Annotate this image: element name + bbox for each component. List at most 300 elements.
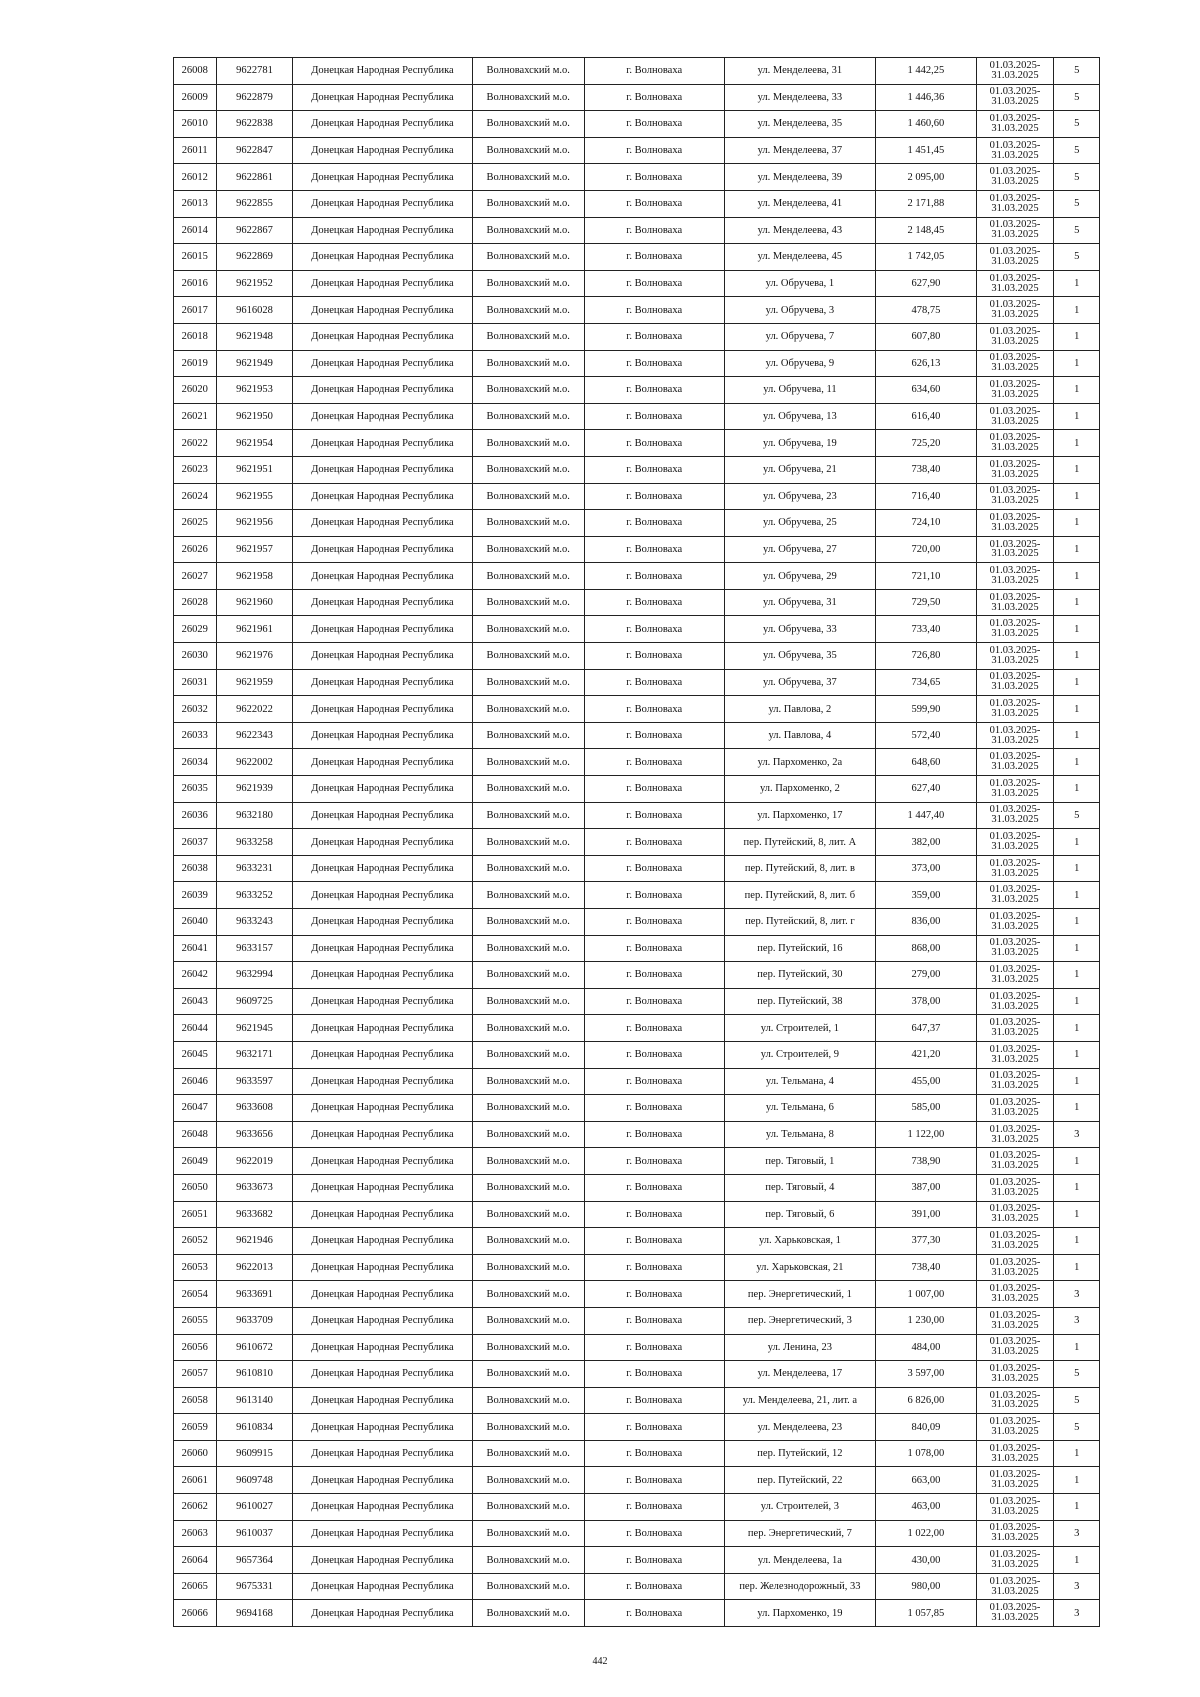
cell-period bbox=[976, 1281, 1054, 1308]
cell-category: 1 bbox=[1054, 1334, 1100, 1361]
cell-address: ул. Тельмана, 6 bbox=[724, 1095, 876, 1122]
period-start: 01.03.2025- bbox=[989, 1362, 1041, 1374]
period-start: 01.03.2025- bbox=[989, 804, 1041, 816]
cell-period bbox=[976, 962, 1054, 989]
cell-period bbox=[976, 882, 1054, 909]
table-row bbox=[174, 722, 1100, 749]
cell-row-number: 26063 bbox=[174, 1520, 217, 1547]
cell-value: 634,60 bbox=[876, 377, 976, 404]
cell-cadastral-id: 9633258 bbox=[216, 829, 293, 856]
cell-row-number: 26032 bbox=[174, 696, 217, 723]
cell-address: ул. Харьковская, 21 bbox=[724, 1254, 876, 1281]
cell-address: пер. Путейский, 8, лит. б bbox=[724, 882, 876, 909]
cell-row-number: 26021 bbox=[174, 403, 217, 430]
cell-address: ул. Обручева, 1 bbox=[724, 270, 876, 297]
period-start: 01.03.2025- bbox=[989, 1017, 1041, 1029]
cell-address: пер. Путейский, 16 bbox=[724, 935, 876, 962]
cell-cadastral-id: 9632171 bbox=[216, 1041, 293, 1068]
cell-address: пер. Энергетический, 3 bbox=[724, 1307, 876, 1334]
table-row bbox=[174, 430, 1100, 457]
cell-district: Волновахский м.о. bbox=[472, 430, 584, 457]
cell-category: 1 bbox=[1054, 297, 1100, 324]
cell-value: 663,00 bbox=[876, 1467, 976, 1494]
table-row bbox=[174, 297, 1100, 324]
cell-value: 729,50 bbox=[876, 589, 976, 616]
table-row bbox=[174, 1467, 1100, 1494]
cell-city: г. Волноваха bbox=[584, 111, 724, 138]
cell-region: Донецкая Народная Республика bbox=[293, 430, 472, 457]
cell-category: 1 bbox=[1054, 882, 1100, 909]
cell-period bbox=[976, 776, 1054, 803]
cell-city: г. Волноваха bbox=[584, 589, 724, 616]
cell-address: пер. Путейский, 12 bbox=[724, 1440, 876, 1467]
cell-row-number: 26046 bbox=[174, 1068, 217, 1095]
cell-region: Донецкая Народная Республика bbox=[293, 935, 472, 962]
cell-cadastral-id: 9610037 bbox=[216, 1520, 293, 1547]
table-row bbox=[174, 988, 1100, 1015]
cell-cadastral-id: 9633597 bbox=[216, 1068, 293, 1095]
cell-value: 1 122,00 bbox=[876, 1121, 976, 1148]
cell-district: Волновахский м.о. bbox=[472, 1095, 584, 1122]
cell-city: г. Волноваха bbox=[584, 749, 724, 776]
cell-row-number: 26055 bbox=[174, 1307, 217, 1334]
cell-region: Донецкая Народная Республика bbox=[293, 1520, 472, 1547]
cell-value: 6 826,00 bbox=[876, 1387, 976, 1414]
cell-row-number: 26066 bbox=[174, 1600, 217, 1627]
period-start: 01.03.2025- bbox=[989, 724, 1041, 736]
cell-region: Донецкая Народная Республика bbox=[293, 536, 472, 563]
cell-district: Волновахский м.о. bbox=[472, 749, 584, 776]
table-row bbox=[174, 1095, 1100, 1122]
cell-category: 1 bbox=[1054, 776, 1100, 803]
period-end: 31.03.2025 bbox=[991, 69, 1039, 81]
cell-city: г. Волноваха bbox=[584, 1520, 724, 1547]
period-end: 31.03.2025 bbox=[991, 1346, 1039, 1358]
period-start: 01.03.2025- bbox=[989, 485, 1041, 497]
cell-city: г. Волноваха bbox=[584, 483, 724, 510]
cell-row-number: 26011 bbox=[174, 137, 217, 164]
cell-value: 721,10 bbox=[876, 563, 976, 590]
cell-category: 5 bbox=[1054, 802, 1100, 829]
period-end: 31.03.2025 bbox=[991, 282, 1039, 294]
cell-region: Донецкая Народная Республика bbox=[293, 510, 472, 537]
cell-address: ул. Обручева, 3 bbox=[724, 297, 876, 324]
cell-address: ул. Обручева, 23 bbox=[724, 483, 876, 510]
cell-address: пер. Тяговый, 6 bbox=[724, 1201, 876, 1228]
cell-value: 1 460,60 bbox=[876, 111, 976, 138]
cell-cadastral-id: 9609748 bbox=[216, 1467, 293, 1494]
cell-value: 430,00 bbox=[876, 1547, 976, 1574]
cell-city: г. Волноваха bbox=[584, 962, 724, 989]
period-start: 01.03.2025- bbox=[989, 538, 1041, 550]
cell-value: 868,00 bbox=[876, 935, 976, 962]
period-start: 01.03.2025- bbox=[989, 139, 1041, 151]
cell-district: Волновахский м.о. bbox=[472, 1174, 584, 1201]
cell-period bbox=[976, 1467, 1054, 1494]
cell-category: 1 bbox=[1054, 1494, 1100, 1521]
cell-address: ул. Менделеева, 1а bbox=[724, 1547, 876, 1574]
period-end: 31.03.2025 bbox=[991, 521, 1039, 533]
cell-value: 647,37 bbox=[876, 1015, 976, 1042]
cell-row-number: 26043 bbox=[174, 988, 217, 1015]
period-start: 01.03.2025- bbox=[989, 511, 1041, 523]
cell-category: 1 bbox=[1054, 643, 1100, 670]
cell-period bbox=[976, 1307, 1054, 1334]
cell-district: Волновахский м.о. bbox=[472, 1573, 584, 1600]
cell-city: г. Волноваха bbox=[584, 643, 724, 670]
cell-district: Волновахский м.о. bbox=[472, 1334, 584, 1361]
cell-address: ул. Обручева, 29 bbox=[724, 563, 876, 590]
cell-value: 616,40 bbox=[876, 403, 976, 430]
cell-region: Донецкая Народная Республика bbox=[293, 137, 472, 164]
period-start: 01.03.2025- bbox=[989, 1256, 1041, 1268]
cell-address: пер. Энергетический, 7 bbox=[724, 1520, 876, 1547]
period-start: 01.03.2025- bbox=[989, 990, 1041, 1002]
cell-region: Донецкая Народная Республика bbox=[293, 1041, 472, 1068]
cell-address: ул. Менделеева, 39 bbox=[724, 164, 876, 191]
cell-row-number: 26015 bbox=[174, 244, 217, 271]
cell-city: г. Волноваха bbox=[584, 1494, 724, 1521]
cell-value: 1 446,36 bbox=[876, 84, 976, 111]
cell-district: Волновахский м.о. bbox=[472, 1068, 584, 1095]
cell-city: г. Волноваха bbox=[584, 403, 724, 430]
cell-city: г. Волноваха bbox=[584, 722, 724, 749]
cell-address: ул. Строителей, 1 bbox=[724, 1015, 876, 1042]
cell-region: Донецкая Народная Республика bbox=[293, 270, 472, 297]
cell-district: Волновахский м.о. bbox=[472, 456, 584, 483]
period-start: 01.03.2025- bbox=[989, 565, 1041, 577]
cell-region: Донецкая Народная Республика bbox=[293, 1494, 472, 1521]
cell-district: Волновахский м.о. bbox=[472, 1281, 584, 1308]
table-row bbox=[174, 643, 1100, 670]
cell-category: 1 bbox=[1054, 722, 1100, 749]
cell-region: Донецкая Народная Республика bbox=[293, 190, 472, 217]
cell-district: Волновахский м.о. bbox=[472, 1520, 584, 1547]
cell-period bbox=[976, 350, 1054, 377]
table-row bbox=[174, 749, 1100, 776]
cell-row-number: 26010 bbox=[174, 111, 217, 138]
period-start: 01.03.2025- bbox=[989, 964, 1041, 976]
cell-district: Волновахский м.о. bbox=[472, 962, 584, 989]
period-end: 31.03.2025 bbox=[991, 601, 1039, 613]
cell-value: 1 057,85 bbox=[876, 1600, 976, 1627]
cell-period bbox=[976, 323, 1054, 350]
table-row bbox=[174, 1174, 1100, 1201]
cell-city: г. Волноваха bbox=[584, 244, 724, 271]
cell-city: г. Волноваха bbox=[584, 882, 724, 909]
table-row bbox=[174, 1600, 1100, 1627]
cell-period bbox=[976, 190, 1054, 217]
cell-cadastral-id: 9657364 bbox=[216, 1547, 293, 1574]
cell-district: Волновахский м.о. bbox=[472, 776, 584, 803]
cell-region: Донецкая Народная Республика bbox=[293, 377, 472, 404]
cell-cadastral-id: 9622022 bbox=[216, 696, 293, 723]
cell-period bbox=[976, 855, 1054, 882]
cell-address: ул. Строителей, 3 bbox=[724, 1494, 876, 1521]
cell-value: 1 742,05 bbox=[876, 244, 976, 271]
cell-category: 1 bbox=[1054, 430, 1100, 457]
cell-region: Донецкая Народная Республика bbox=[293, 722, 472, 749]
period-end: 31.03.2025 bbox=[991, 1372, 1039, 1384]
cell-region: Донецкая Народная Республика bbox=[293, 164, 472, 191]
cell-cadastral-id: 9621953 bbox=[216, 377, 293, 404]
cell-row-number: 26065 bbox=[174, 1573, 217, 1600]
cell-period bbox=[976, 536, 1054, 563]
cell-row-number: 26045 bbox=[174, 1041, 217, 1068]
cell-address: ул. Павлова, 2 bbox=[724, 696, 876, 723]
cell-value: 391,00 bbox=[876, 1201, 976, 1228]
cell-address: пер. Путейский, 22 bbox=[724, 1467, 876, 1494]
period-start: 01.03.2025- bbox=[989, 1522, 1041, 1534]
cell-cadastral-id: 9633243 bbox=[216, 909, 293, 936]
period-end: 31.03.2025 bbox=[991, 1239, 1039, 1251]
cell-period bbox=[976, 1573, 1054, 1600]
cell-row-number: 26027 bbox=[174, 563, 217, 590]
cell-region: Донецкая Народная Республика bbox=[293, 1201, 472, 1228]
cell-region: Донецкая Народная Республика bbox=[293, 855, 472, 882]
cell-district: Волновахский м.о. bbox=[472, 1361, 584, 1388]
cell-period bbox=[976, 589, 1054, 616]
cell-region: Донецкая Народная Республика bbox=[293, 563, 472, 590]
cell-row-number: 26059 bbox=[174, 1414, 217, 1441]
cell-category: 5 bbox=[1054, 244, 1100, 271]
period-start: 01.03.2025- bbox=[989, 884, 1041, 896]
period-end: 31.03.2025 bbox=[991, 1399, 1039, 1411]
cell-address: ул. Менделеева, 45 bbox=[724, 244, 876, 271]
cell-row-number: 26022 bbox=[174, 430, 217, 457]
cell-cadastral-id: 9633608 bbox=[216, 1095, 293, 1122]
period-end: 31.03.2025 bbox=[991, 1080, 1039, 1092]
table-row bbox=[174, 1414, 1100, 1441]
cell-city: г. Волноваха bbox=[584, 456, 724, 483]
cell-address: ул. Менделеева, 21, лит. а bbox=[724, 1387, 876, 1414]
cell-city: г. Волноваха bbox=[584, 1334, 724, 1361]
cell-value: 572,40 bbox=[876, 722, 976, 749]
cell-period bbox=[976, 1041, 1054, 1068]
cell-row-number: 26037 bbox=[174, 829, 217, 856]
cell-city: г. Волноваха bbox=[584, 536, 724, 563]
table-row bbox=[174, 776, 1100, 803]
cell-region: Донецкая Народная Республика bbox=[293, 988, 472, 1015]
cell-value: 840,09 bbox=[876, 1414, 976, 1441]
period-start: 01.03.2025- bbox=[989, 1043, 1041, 1055]
cell-cadastral-id: 9622019 bbox=[216, 1148, 293, 1175]
cell-row-number: 26017 bbox=[174, 297, 217, 324]
cell-period bbox=[976, 1520, 1054, 1547]
cell-region: Донецкая Народная Республика bbox=[293, 616, 472, 643]
cell-cadastral-id: 9621955 bbox=[216, 483, 293, 510]
cell-value: 378,00 bbox=[876, 988, 976, 1015]
cell-address: ул. Менделеева, 41 bbox=[724, 190, 876, 217]
cell-district: Волновахский м.о. bbox=[472, 510, 584, 537]
cell-value: 733,40 bbox=[876, 616, 976, 643]
cell-value: 716,40 bbox=[876, 483, 976, 510]
cell-city: г. Волноваха bbox=[584, 1068, 724, 1095]
cell-city: г. Волноваха bbox=[584, 909, 724, 936]
period-start: 01.03.2025- bbox=[989, 910, 1041, 922]
table-row bbox=[174, 58, 1100, 85]
cell-city: г. Волноваха bbox=[584, 1467, 724, 1494]
cell-row-number: 26009 bbox=[174, 84, 217, 111]
cell-region: Донецкая Народная Республика bbox=[293, 1174, 472, 1201]
cell-value: 607,80 bbox=[876, 323, 976, 350]
cell-district: Волновахский м.о. bbox=[472, 270, 584, 297]
cell-period bbox=[976, 722, 1054, 749]
cell-row-number: 26020 bbox=[174, 377, 217, 404]
cell-row-number: 26029 bbox=[174, 616, 217, 643]
table-row bbox=[174, 589, 1100, 616]
period-end: 31.03.2025 bbox=[991, 681, 1039, 693]
cell-cadastral-id: 9621950 bbox=[216, 403, 293, 430]
cell-category: 1 bbox=[1054, 1440, 1100, 1467]
cell-value: 725,20 bbox=[876, 430, 976, 457]
period-end: 31.03.2025 bbox=[991, 495, 1039, 507]
cell-district: Волновахский м.о. bbox=[472, 589, 584, 616]
cell-cadastral-id: 9621952 bbox=[216, 270, 293, 297]
cell-value: 627,40 bbox=[876, 776, 976, 803]
cell-district: Волновахский м.о. bbox=[472, 1494, 584, 1521]
cell-period bbox=[976, 1361, 1054, 1388]
cell-row-number: 26057 bbox=[174, 1361, 217, 1388]
cell-category: 1 bbox=[1054, 669, 1100, 696]
cell-city: г. Волноваха bbox=[584, 164, 724, 191]
cell-region: Донецкая Народная Республика bbox=[293, 84, 472, 111]
cell-period bbox=[976, 616, 1054, 643]
cell-period bbox=[976, 84, 1054, 111]
cell-period bbox=[976, 1440, 1054, 1467]
cell-address: ул. Пархоменко, 2 bbox=[724, 776, 876, 803]
cell-period bbox=[976, 244, 1054, 271]
period-start: 01.03.2025- bbox=[989, 299, 1041, 311]
cell-city: г. Волноваха bbox=[584, 616, 724, 643]
period-start: 01.03.2025- bbox=[989, 1309, 1041, 1321]
cell-row-number: 26050 bbox=[174, 1174, 217, 1201]
cell-district: Волновахский м.о. bbox=[472, 935, 584, 962]
cell-row-number: 26058 bbox=[174, 1387, 217, 1414]
table-row bbox=[174, 563, 1100, 590]
cell-city: г. Волноваха bbox=[584, 1201, 724, 1228]
cell-address: ул. Харьковская, 1 bbox=[724, 1228, 876, 1255]
cell-value: 1 230,00 bbox=[876, 1307, 976, 1334]
period-start: 01.03.2025- bbox=[989, 113, 1041, 125]
cell-region: Донецкая Народная Республика bbox=[293, 1281, 472, 1308]
cell-region: Донецкая Народная Республика bbox=[293, 749, 472, 776]
cell-value: 1 078,00 bbox=[876, 1440, 976, 1467]
cell-region: Донецкая Народная Республика bbox=[293, 643, 472, 670]
cell-cadastral-id: 9632994 bbox=[216, 962, 293, 989]
period-end: 31.03.2025 bbox=[991, 229, 1039, 241]
cell-period bbox=[976, 829, 1054, 856]
cell-category: 3 bbox=[1054, 1281, 1100, 1308]
cell-district: Волновахский м.о. bbox=[472, 1547, 584, 1574]
cell-address: пер. Путейский, 38 bbox=[724, 988, 876, 1015]
cell-value: 382,00 bbox=[876, 829, 976, 856]
cell-district: Волновахский м.о. bbox=[472, 802, 584, 829]
cell-district: Волновахский м.о. bbox=[472, 1467, 584, 1494]
cell-city: г. Волноваха bbox=[584, 377, 724, 404]
cell-district: Волновахский м.о. bbox=[472, 616, 584, 643]
cell-value: 738,40 bbox=[876, 456, 976, 483]
period-start: 01.03.2025- bbox=[989, 1549, 1041, 1561]
cell-region: Донецкая Народная Республика bbox=[293, 483, 472, 510]
cell-region: Донецкая Народная Республика bbox=[293, 589, 472, 616]
table-row bbox=[174, 1440, 1100, 1467]
cell-period bbox=[976, 1095, 1054, 1122]
cell-cadastral-id: 9633682 bbox=[216, 1201, 293, 1228]
period-end: 31.03.2025 bbox=[991, 149, 1039, 161]
period-end: 31.03.2025 bbox=[991, 468, 1039, 480]
period-end: 31.03.2025 bbox=[991, 1505, 1039, 1517]
cell-district: Волновахский м.о. bbox=[472, 1041, 584, 1068]
cell-period bbox=[976, 510, 1054, 537]
cell-value: 726,80 bbox=[876, 643, 976, 670]
cell-cadastral-id: 9621959 bbox=[216, 669, 293, 696]
period-start: 01.03.2025- bbox=[989, 1389, 1041, 1401]
cell-row-number: 26053 bbox=[174, 1254, 217, 1281]
cell-category: 1 bbox=[1054, 510, 1100, 537]
cell-district: Волновахский м.о. bbox=[472, 563, 584, 590]
cell-address: ул. Менделеева, 33 bbox=[724, 84, 876, 111]
cell-period bbox=[976, 1148, 1054, 1175]
cell-address: ул. Тельмана, 8 bbox=[724, 1121, 876, 1148]
cell-cadastral-id: 9633157 bbox=[216, 935, 293, 962]
period-end: 31.03.2025 bbox=[991, 1585, 1039, 1597]
period-start: 01.03.2025- bbox=[989, 219, 1041, 231]
cell-category: 3 bbox=[1054, 1307, 1100, 1334]
cell-period bbox=[976, 935, 1054, 962]
cell-city: г. Волноваха bbox=[584, 137, 724, 164]
cell-city: г. Волноваха bbox=[584, 1307, 724, 1334]
cell-district: Волновахский м.о. bbox=[472, 1440, 584, 1467]
cell-category: 1 bbox=[1054, 1174, 1100, 1201]
cell-district: Волновахский м.о. bbox=[472, 190, 584, 217]
period-start: 01.03.2025- bbox=[989, 1283, 1041, 1295]
cell-city: г. Волноваха bbox=[584, 802, 724, 829]
cell-city: г. Волноваха bbox=[584, 563, 724, 590]
cell-category: 5 bbox=[1054, 58, 1100, 85]
cell-value: 463,00 bbox=[876, 1494, 976, 1521]
period-start: 01.03.2025- bbox=[989, 86, 1041, 98]
cell-district: Волновахский м.о. bbox=[472, 1015, 584, 1042]
cell-cadastral-id: 9621976 bbox=[216, 643, 293, 670]
period-start: 01.03.2025- bbox=[989, 1469, 1041, 1481]
cell-value: 734,65 bbox=[876, 669, 976, 696]
cell-city: г. Волноваха bbox=[584, 1387, 724, 1414]
cell-cadastral-id: 9621949 bbox=[216, 350, 293, 377]
cell-category: 5 bbox=[1054, 111, 1100, 138]
cell-row-number: 26056 bbox=[174, 1334, 217, 1361]
cell-cadastral-id: 9613140 bbox=[216, 1387, 293, 1414]
period-end: 31.03.2025 bbox=[991, 1160, 1039, 1172]
period-start: 01.03.2025- bbox=[989, 245, 1041, 257]
period-start: 01.03.2025- bbox=[989, 59, 1041, 71]
cell-city: г. Волноваха bbox=[584, 1547, 724, 1574]
cell-category: 1 bbox=[1054, 270, 1100, 297]
cell-row-number: 26028 bbox=[174, 589, 217, 616]
period-start: 01.03.2025- bbox=[989, 166, 1041, 178]
cell-period bbox=[976, 802, 1054, 829]
cell-value: 599,90 bbox=[876, 696, 976, 723]
cell-period bbox=[976, 137, 1054, 164]
period-start: 01.03.2025- bbox=[989, 1336, 1041, 1348]
cell-region: Донецкая Народная Республика bbox=[293, 1361, 472, 1388]
cell-period bbox=[976, 377, 1054, 404]
cell-value: 627,90 bbox=[876, 270, 976, 297]
cell-district: Волновахский м.о. bbox=[472, 1254, 584, 1281]
cell-address: пер. Тяговый, 1 bbox=[724, 1148, 876, 1175]
period-start: 01.03.2025- bbox=[989, 591, 1041, 603]
cell-region: Донецкая Народная Республика bbox=[293, 1148, 472, 1175]
